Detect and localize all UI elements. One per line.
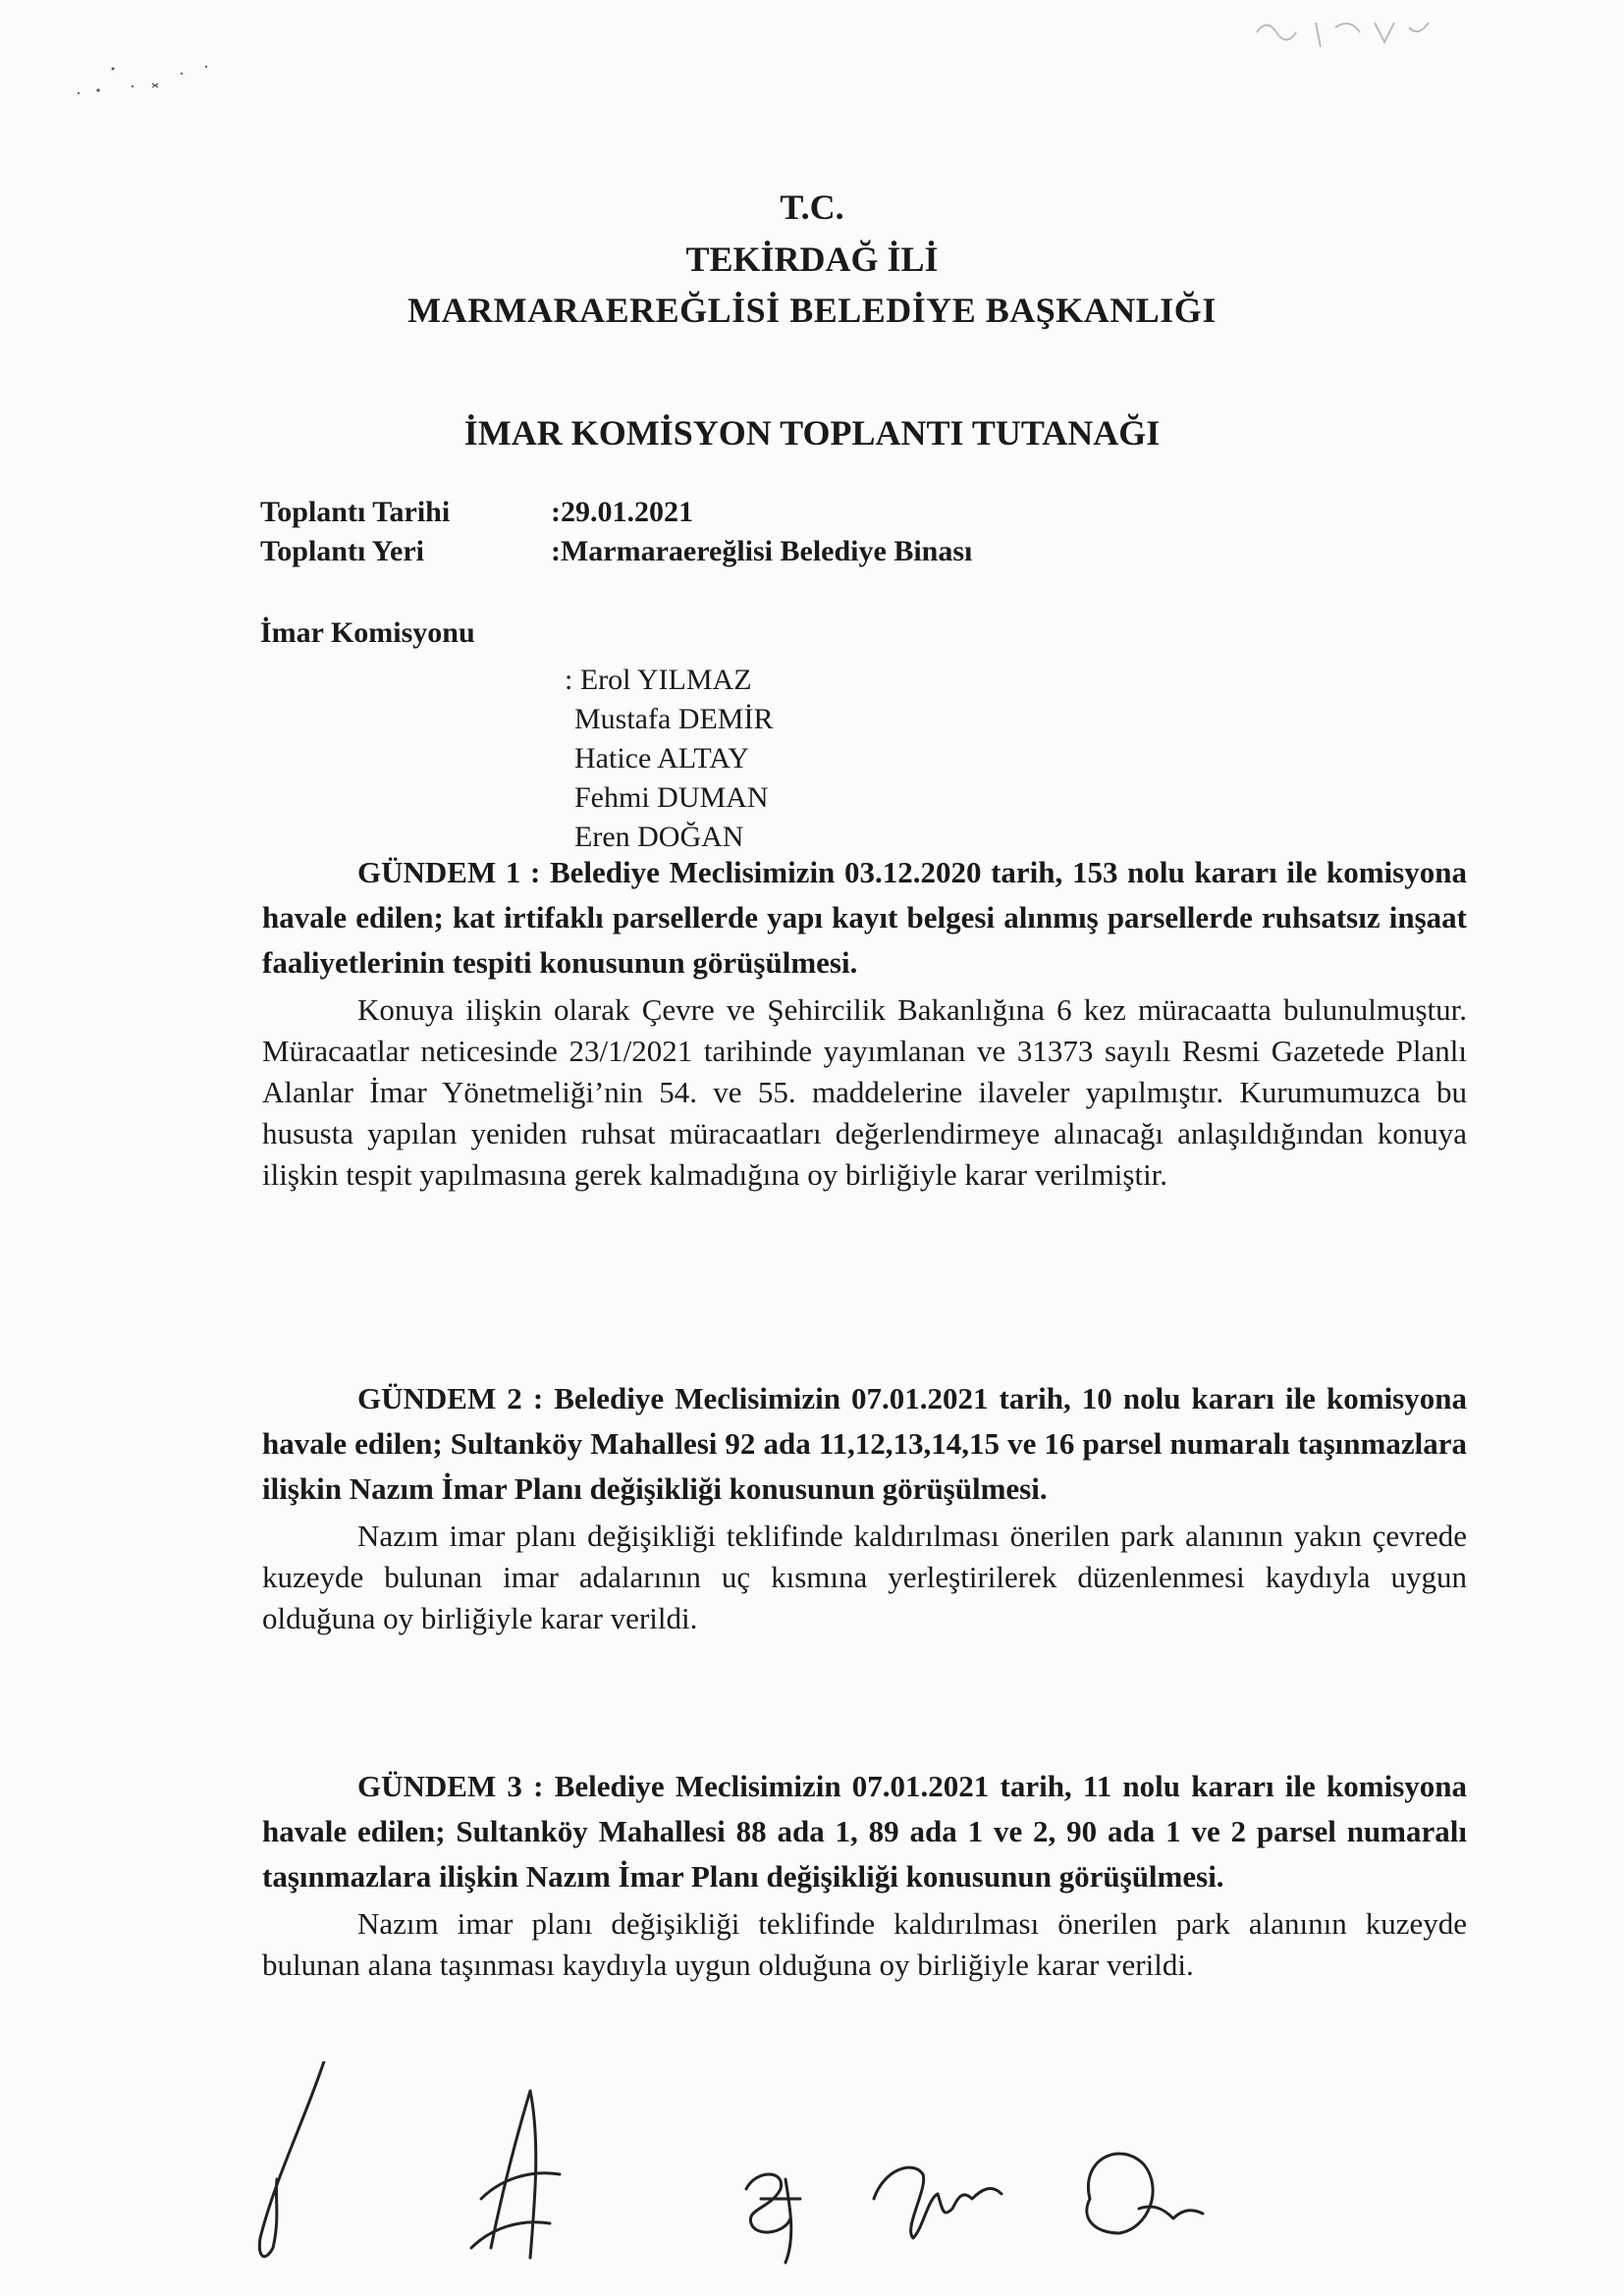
- member-name: Hatice ALTAY: [574, 742, 749, 774]
- agenda-body: Nazım imar planı değişikliği teklifinde kaldırılması önerilen park alanının yakın çevrede kuzeyde bulunan imar adalarının uç kısmına yerleştirilerek düzenlenmesi kaydıyla uygun olduğuna oy birliğiyle karar verildi.: [262, 1519, 1467, 1635]
- signatures: [236, 2061, 1316, 2268]
- meeting-place-label: Toplantı Yeri: [260, 535, 424, 567]
- agenda-heading: GÜNDEM 1 : Belediye Meclisimizin 03.12.2020 tarih, 153 nolu kararı ile komisyona havale edilen; kat irtifaklı parsellerde yapı kayıt belgesi alınmış parsellerde ruhsatsız inşaat faaliyetlerinin tespiti konusunun görüşülmesi.: [262, 855, 1467, 980]
- meeting-date-value: :29.01.2021: [551, 496, 693, 528]
- agenda-body: Konuya ilişkin olarak Çevre ve Şehircilik Bakanlığına 6 kez müracaatta bulunulmuştur. Müracaatlar neticesinde 23/1/2021 tarihinde yayımlanan ve 31373 sayılı Resmi Gazetede Planlı Alanlar İmar Yönetmeliği’nin 54. ve 55. maddelerine ilaveler yapılmıştır. Kurumumuzca bu hususta yapılan yeniden ruhsat müracaatları değerlendirmeye alınacağı anlaşıldığından konuya ilişkin tespit yapılmasına gerek kalmadığına oy birliğiyle karar verilmiştir.: [262, 992, 1467, 1192]
- signature-1: [259, 2061, 324, 2257]
- meeting-place-row: [260, 535, 972, 568]
- member-name: : Erol YILMAZ: [565, 664, 752, 696]
- member-name: Mustafa DEMİR: [574, 703, 774, 735]
- commission-row: [260, 616, 551, 650]
- header-province: TEKİRDAĞ İLİ: [685, 240, 939, 279]
- faint-handwriting-mark: [1247, 8, 1443, 57]
- commission-members: [565, 661, 773, 857]
- member-name: Fehmi DUMAN: [574, 781, 769, 814]
- meeting-place-value: :Marmaraereğlisi Belediye Binası: [551, 535, 973, 567]
- meeting-date-label: Toplantı Tarihi: [260, 496, 451, 528]
- header-municipality: MARMARAEREĞLİSİ BELEDİYE BAŞKANLIĞI: [407, 291, 1217, 330]
- signature-5: [1087, 2154, 1203, 2233]
- scan-specks: [59, 49, 226, 108]
- member-name: Eren DOĞAN: [574, 821, 744, 853]
- signature-3: [746, 2174, 800, 2263]
- header-tc: T.C.: [780, 187, 844, 227]
- agenda-heading: GÜNDEM 2 : Belediye Meclisimizin 07.01.2021 tarih, 10 nolu kararı ile komisyona havale edilen; Sultanköy Mahallesi 92 ada 11,12,13,14,15 ve 16 parsel numaralı taşınmazlara ilişkin Nazım İmar Planı değişikliği konusunun görüşülmesi.: [262, 1381, 1467, 1506]
- agenda-heading: GÜNDEM 3 : Belediye Meclisimizin 07.01.2021 tarih, 11 nolu kararı ile komisyona havale edilen; Sultanköy Mahallesi 88 ada 1, 89 ada 1 ve 2, 90 ada 1 ve 2 parsel numaralı taşınmazlara ilişkin Nazım İmar Planı değişikliği konusunun görüşülmesi.: [262, 1769, 1467, 1894]
- agenda-item-2: [262, 1376, 1467, 1639]
- meeting-date-row: [260, 496, 693, 529]
- agenda-item-1: [262, 850, 1467, 1196]
- agenda-item-3: [262, 1764, 1467, 1986]
- signature-4: [874, 2167, 1001, 2238]
- document-title: İMAR KOMİSYON TOPLANTI TUTANAĞI: [463, 413, 1161, 453]
- commission-label: İmar Komisyonu: [260, 616, 475, 649]
- signature-2: [471, 2091, 560, 2258]
- agenda-body: Nazım imar planı değişikliği teklifinde kaldırılması önerilen park alanının kuzeyde bulunan alana taşınması kaydıyla uygun olduğuna oy birliğiyle karar verildi.: [262, 1906, 1467, 1982]
